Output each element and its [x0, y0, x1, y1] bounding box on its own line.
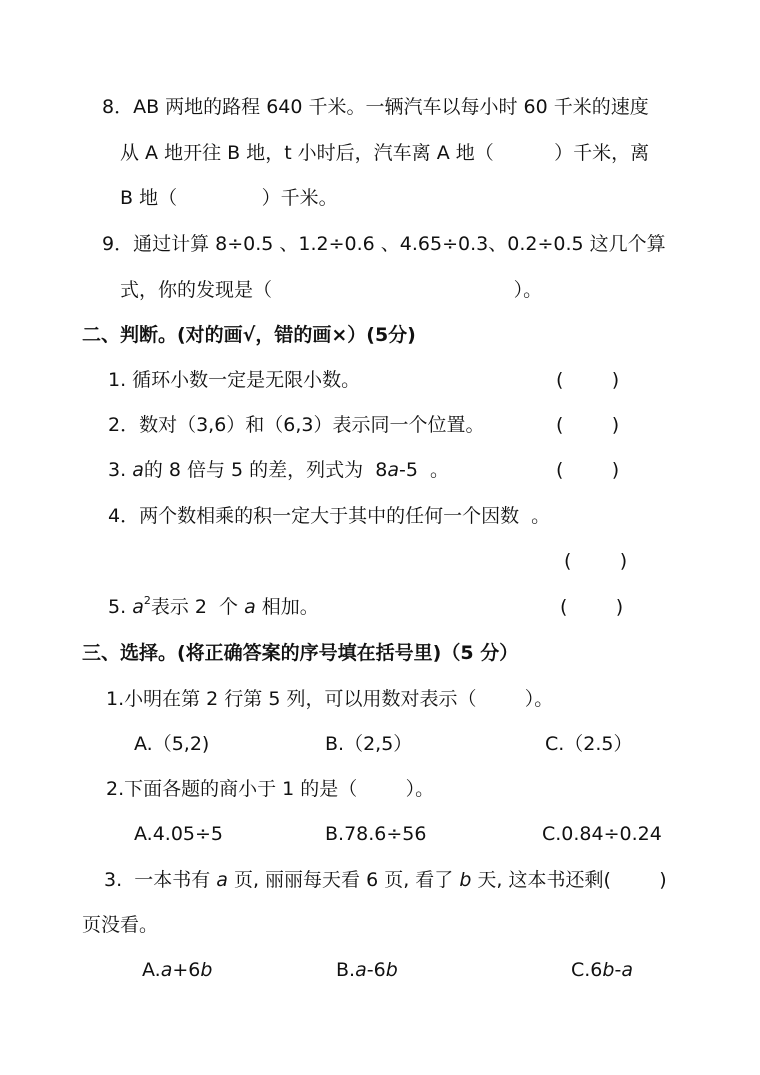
- judge-q1: 1. 循环小数一定是无限小数。: [108, 369, 361, 391]
- judge-q4-bracket: ( ): [564, 550, 628, 572]
- judge-q2-bracket: ( ): [556, 414, 620, 436]
- choice-q2-option-a: A.4.05÷5: [134, 823, 224, 845]
- choice-q2-option-c: C.0.84÷0.24: [542, 823, 662, 845]
- variable-a: a: [216, 869, 228, 891]
- q8-line-2: 从 A 地开往 B 地，t 小时后，汽车离 A 地（ ）千米，离: [120, 142, 650, 164]
- variable-a: a: [132, 459, 144, 481]
- judge-q5: [108, 594, 319, 620]
- variable-a: a: [132, 596, 144, 618]
- exponent: 2: [143, 594, 151, 607]
- choice-q3-number: 3. 一本书有: [104, 869, 217, 891]
- choice-q3-text-b: 天, 这本书还剩( ): [471, 869, 667, 891]
- judge-q3-text-b: -5 。: [399, 459, 450, 481]
- choice-q3-option-b: [336, 957, 398, 983]
- judge-q4: 4．两个数相乘的积一定大于其中的任何一个因数 。: [108, 505, 551, 527]
- judge-q2: 2．数对（3,6）和（6,3）表示同一个位置。: [108, 414, 485, 436]
- choice-q1: 1.小明在第 2 行第 5 列，可以用数对表示（ ）。: [106, 688, 554, 710]
- choice-q1-option-c: C.（2.5）: [545, 733, 633, 755]
- option-b-operator: -6: [366, 959, 386, 981]
- variable-a: a: [160, 959, 173, 981]
- choice-q2: 2.下面各题的商小于 1 的是（ ）。: [106, 778, 435, 800]
- variable-a: a: [621, 959, 633, 981]
- variable-b: b: [385, 959, 398, 981]
- q9-line-2: 式，你的发现是（ ）。: [120, 279, 543, 301]
- variable-b: b: [459, 869, 472, 891]
- choice-q3: [104, 867, 667, 893]
- q8-line-3: B 地（ ）千米。: [120, 187, 338, 209]
- judge-q1-bracket: ( ): [556, 369, 620, 391]
- choice-q1-option-a: A.（5,2): [134, 733, 210, 755]
- option-c-prefix: C.6: [571, 959, 603, 981]
- variable-b: b: [602, 959, 615, 981]
- choice-q2-option-b: B.78.6÷56: [325, 823, 427, 845]
- choice-q3-option-a: [142, 957, 212, 983]
- judge-q5-text-a: 表示 2 个: [150, 596, 245, 618]
- option-a-prefix: A.: [142, 959, 161, 981]
- variable-b: b: [200, 959, 213, 981]
- choice-q3-line-2: 页没看。: [82, 914, 159, 936]
- judge-q3: [108, 457, 449, 483]
- choice-q1-option-b: B.（2,5）: [325, 733, 413, 755]
- judge-q5-number: 5.: [108, 596, 127, 618]
- option-c-operator: -: [614, 959, 622, 981]
- option-b-prefix: B.: [336, 959, 356, 981]
- variable-a: a: [355, 959, 367, 981]
- judge-q5-text-b: 相加。: [255, 596, 319, 618]
- variable-a: a: [244, 596, 256, 618]
- judge-q3-bracket: ( ): [556, 459, 620, 481]
- q9-line-1: 9．通过计算 8÷0.5 、1.2÷0.6 、4.65÷0.3、0.2÷0.5 这几个算: [102, 233, 666, 255]
- judge-q3-text-a: 的 8 倍与 5 的差，列式为 8: [143, 459, 388, 481]
- variable-a: a: [387, 459, 400, 481]
- choice-heading: 三、选择。(将正确答案的序号填在括号里)（5 分）: [82, 642, 519, 664]
- choice-q3-option-c: [571, 957, 633, 983]
- option-a-operator: +6: [172, 959, 201, 981]
- judge-q5-bracket: ( ): [560, 596, 624, 618]
- judge-q3-number: 3.: [108, 459, 127, 481]
- q8-line-1: 8．AB 两地的路程 640 千米。一辆汽车以每小时 60 千米的速度: [102, 96, 649, 118]
- judge-heading: 二、判断。(对的画√，错的画×）(5分): [82, 324, 416, 346]
- choice-q3-text-a: 页, 丽丽每天看 6 页, 看了: [227, 869, 460, 891]
